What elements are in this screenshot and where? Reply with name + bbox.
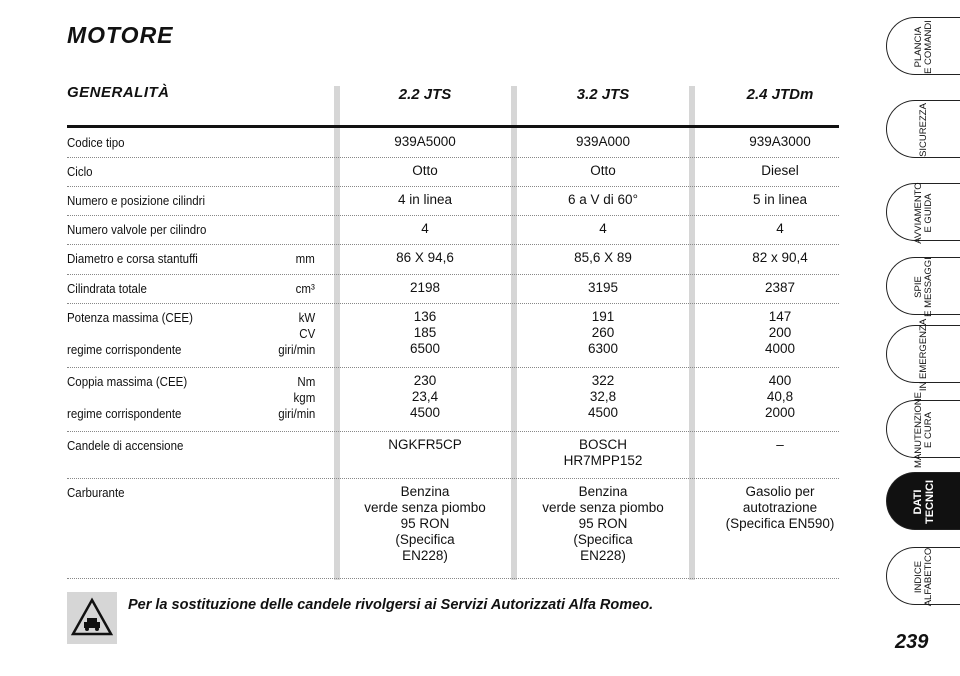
- tab-label: [919, 103, 929, 157]
- tab-label-line: MANUTENZIONE: [913, 392, 924, 468]
- cell-col-2: [518, 221, 688, 237]
- row-divider: [67, 578, 839, 579]
- cell-line: 4: [421, 221, 429, 236]
- cell-line: 5 in linea: [752, 192, 808, 207]
- row-unit: [278, 310, 315, 358]
- column-separator: [511, 86, 517, 580]
- cell-col-1: [340, 250, 510, 266]
- cell-col-3: [695, 373, 865, 421]
- cell-col-2: [518, 484, 688, 564]
- cell-col-1: [340, 163, 510, 179]
- cell-line: 4500: [409, 405, 441, 420]
- cell-col-1: [340, 437, 510, 453]
- cell-col-1: [340, 309, 510, 357]
- column-header-2: 3.2 JTS: [576, 86, 630, 103]
- row-label: [67, 164, 295, 180]
- tab-label-line: DATI: [912, 489, 924, 515]
- cell-line: 95 RON: [578, 516, 628, 531]
- cell-col-3: [695, 437, 865, 453]
- tab-manutenzione-e-cura[interactable]: [886, 392, 960, 468]
- cell-col-2: [518, 373, 688, 421]
- row-divider: [67, 431, 839, 432]
- page-title: MOTORE: [67, 22, 174, 48]
- tab-label-line: AVVIAMENTO: [913, 182, 924, 244]
- tab-label-line: PLANCIA: [913, 26, 924, 68]
- row-label-line: Numero valvole per cilindro: [67, 223, 207, 237]
- row-divider: [67, 244, 839, 245]
- cell-line: 939A000: [575, 134, 631, 149]
- cell-line: Diesel: [761, 163, 799, 178]
- tab-plancia-e-comandi[interactable]: [886, 17, 960, 75]
- row-divider: [67, 215, 839, 216]
- row-unit-line: cm³: [295, 282, 315, 296]
- row-label: [67, 281, 295, 297]
- cell-line: NGKFR5CP: [388, 437, 462, 452]
- cell-line: 147: [768, 309, 792, 324]
- column-header-1: 2.2 JTS: [398, 86, 452, 103]
- cell-line: Otto: [412, 163, 438, 178]
- page-number: 239: [895, 631, 929, 653]
- tab-label: [919, 319, 929, 391]
- cell-line: (Specifica EN590): [725, 516, 835, 531]
- cell-line: (Specifica: [395, 532, 455, 547]
- tab-label-line: E GUIDA: [923, 193, 934, 233]
- row-divider: [67, 303, 839, 304]
- cell-col-3: [695, 221, 865, 237]
- cell-line: 6300: [587, 341, 619, 356]
- cell-col-3: [695, 250, 865, 266]
- cell-line: 40,8: [766, 389, 794, 404]
- cell-line: 3195: [587, 280, 619, 295]
- row-label-line: Ciclo: [67, 165, 93, 179]
- cell-line: 191: [591, 309, 615, 324]
- cell-line: 939A3000: [749, 134, 811, 149]
- cell-line: 32,8: [589, 389, 617, 404]
- cell-line: verde senza piombo: [364, 500, 486, 515]
- tab-in-emergenza[interactable]: [886, 318, 960, 392]
- row-label: [67, 485, 295, 501]
- section-heading: GENERALITÀ: [67, 84, 170, 101]
- cell-col-1: [340, 134, 510, 150]
- row-unit: [296, 251, 315, 267]
- cell-line: –: [776, 437, 784, 452]
- header-rule: [67, 125, 839, 128]
- cell-line: 6 a V di 60°: [568, 192, 638, 207]
- row-unit-line: kgm: [293, 391, 315, 405]
- tab-label-line: E COMANDI: [923, 20, 934, 74]
- row-unit-line: Nm: [297, 375, 315, 389]
- cell-col-1: [340, 221, 510, 237]
- tab-label-line: IN EMERGENZA: [918, 318, 929, 392]
- row-unit-line: kW: [298, 311, 315, 325]
- row-unit: [278, 374, 315, 422]
- row-label-line: Carburante: [67, 486, 125, 500]
- cell-line: 4 in linea: [397, 192, 453, 207]
- row-label: [67, 438, 295, 454]
- cell-line: 185: [413, 325, 437, 340]
- tab-sicurezza[interactable]: [886, 100, 960, 158]
- cell-line: 95 RON: [400, 516, 450, 531]
- cell-line: 2387: [764, 280, 796, 295]
- cell-line: (Specifica: [573, 532, 633, 547]
- tab-label: [914, 392, 934, 468]
- cell-line: 136: [413, 309, 437, 324]
- cell-line: EN228): [402, 548, 448, 563]
- row-divider: [67, 478, 839, 479]
- cell-line: 939A5000: [394, 134, 456, 149]
- row-label-line: Candele di accensione: [67, 439, 184, 453]
- tab-dati-tecnici[interactable]: [886, 472, 960, 530]
- row-label: [67, 135, 295, 151]
- tab-label: [914, 548, 934, 607]
- cell-line: 230: [413, 373, 437, 388]
- tab-label: [914, 20, 934, 74]
- tab-label-line: INDICE: [913, 560, 924, 594]
- cell-line: 260: [591, 325, 615, 340]
- tab-label-line: E MESSAGGI: [923, 257, 934, 317]
- cell-line: 23,4: [411, 389, 439, 404]
- cell-line: 322: [591, 373, 615, 388]
- row-divider: [67, 157, 839, 158]
- tab-indice-alfabetico[interactable]: [886, 547, 960, 605]
- tab-label-line: TECNICI: [924, 480, 936, 524]
- row-unit-line: mm: [295, 252, 315, 266]
- row-label: [67, 222, 295, 238]
- cell-line: 400: [768, 373, 792, 388]
- tab-label: [914, 257, 934, 317]
- cell-line: Otto: [590, 163, 616, 178]
- row-label-line: [67, 390, 295, 406]
- cell-line: 2198: [409, 280, 441, 295]
- row-label-line: regime corrispondente: [67, 407, 182, 421]
- cell-line: Benzina: [578, 484, 628, 499]
- column-header-3: 2.4 JTDm: [746, 86, 814, 103]
- cell-col-1: [340, 192, 510, 208]
- cell-col-2: [518, 163, 688, 179]
- cell-line: 2000: [764, 405, 796, 420]
- cell-line: 4500: [587, 405, 619, 420]
- row-label-line: regime corrispondente: [67, 343, 182, 357]
- row-unit-line: giri/min: [277, 343, 315, 357]
- cell-col-1: [340, 484, 510, 564]
- cell-col-3: [695, 134, 865, 150]
- cell-line: verde senza piombo: [542, 500, 664, 515]
- row-unit-line: giri/min: [277, 407, 315, 421]
- tab-label-line: ALFABETICO: [923, 547, 934, 607]
- row-label: [67, 374, 295, 422]
- tab-label: [912, 480, 936, 524]
- cell-line: Gasolio per: [745, 484, 815, 499]
- cell-col-2: [518, 134, 688, 150]
- cell-col-2: [518, 309, 688, 357]
- cell-col-3: [695, 309, 865, 357]
- warning-triangle-car-icon: [67, 592, 117, 644]
- cell-line: 86 X 94,6: [396, 250, 454, 265]
- row-unit: [296, 281, 315, 297]
- cell-line: 200: [768, 325, 792, 340]
- note-text: Per la sostituzione delle candele rivolgersi ai Servizi Autorizzati Alfa Romeo.: [128, 597, 654, 613]
- row-divider: [67, 186, 839, 187]
- cell-line: 82 x 90,4: [752, 250, 808, 265]
- cell-col-1: [340, 373, 510, 421]
- cell-line: 4: [776, 221, 784, 236]
- row-divider: [67, 274, 839, 275]
- row-divider: [67, 367, 839, 368]
- cell-line: HR7MPP152: [563, 453, 643, 468]
- cell-line: 6500: [409, 341, 441, 356]
- cell-line: 4000: [764, 341, 796, 356]
- row-label-line: [67, 326, 295, 342]
- row-label: [67, 310, 295, 358]
- row-label: [67, 251, 295, 267]
- tab-label: [914, 182, 934, 243]
- cell-col-2: [518, 280, 688, 296]
- cell-col-2: [518, 437, 688, 469]
- cell-col-2: [518, 192, 688, 208]
- row-label-line: Potenza massima (CEE): [67, 311, 193, 325]
- tab-label-line: E CURA: [923, 412, 934, 448]
- cell-line: EN228): [580, 548, 626, 563]
- cell-col-3: [695, 163, 865, 179]
- row-label-line: Diametro e corsa stantuffi: [67, 252, 198, 266]
- cell-col-3: [695, 192, 865, 208]
- tab-spie-e-messaggi[interactable]: [886, 257, 960, 315]
- tab-label-line: SICUREZZA: [918, 103, 929, 157]
- cell-line: autotrazione: [742, 500, 818, 515]
- cell-col-3: [695, 280, 865, 296]
- tab-avviamento-e-guida[interactable]: [886, 182, 960, 244]
- cell-line: 85,6 X 89: [574, 250, 632, 265]
- cell-line: Benzina: [400, 484, 450, 499]
- cell-line: 4: [599, 221, 607, 236]
- cell-col-3: [695, 484, 865, 532]
- row-label-line: Numero e posizione cilindri: [67, 194, 206, 208]
- row-unit-line: CV: [299, 327, 315, 341]
- cell-line: BOSCH: [578, 437, 627, 452]
- row-label-line: Cilindrata totale: [67, 282, 147, 296]
- row-label-line: Codice tipo: [67, 136, 125, 150]
- cell-col-2: [518, 250, 688, 266]
- cell-col-1: [340, 280, 510, 296]
- row-label: [67, 193, 295, 209]
- row-label-line: Coppia massima (CEE): [67, 375, 188, 389]
- tab-label-line: SPIE: [913, 276, 924, 298]
